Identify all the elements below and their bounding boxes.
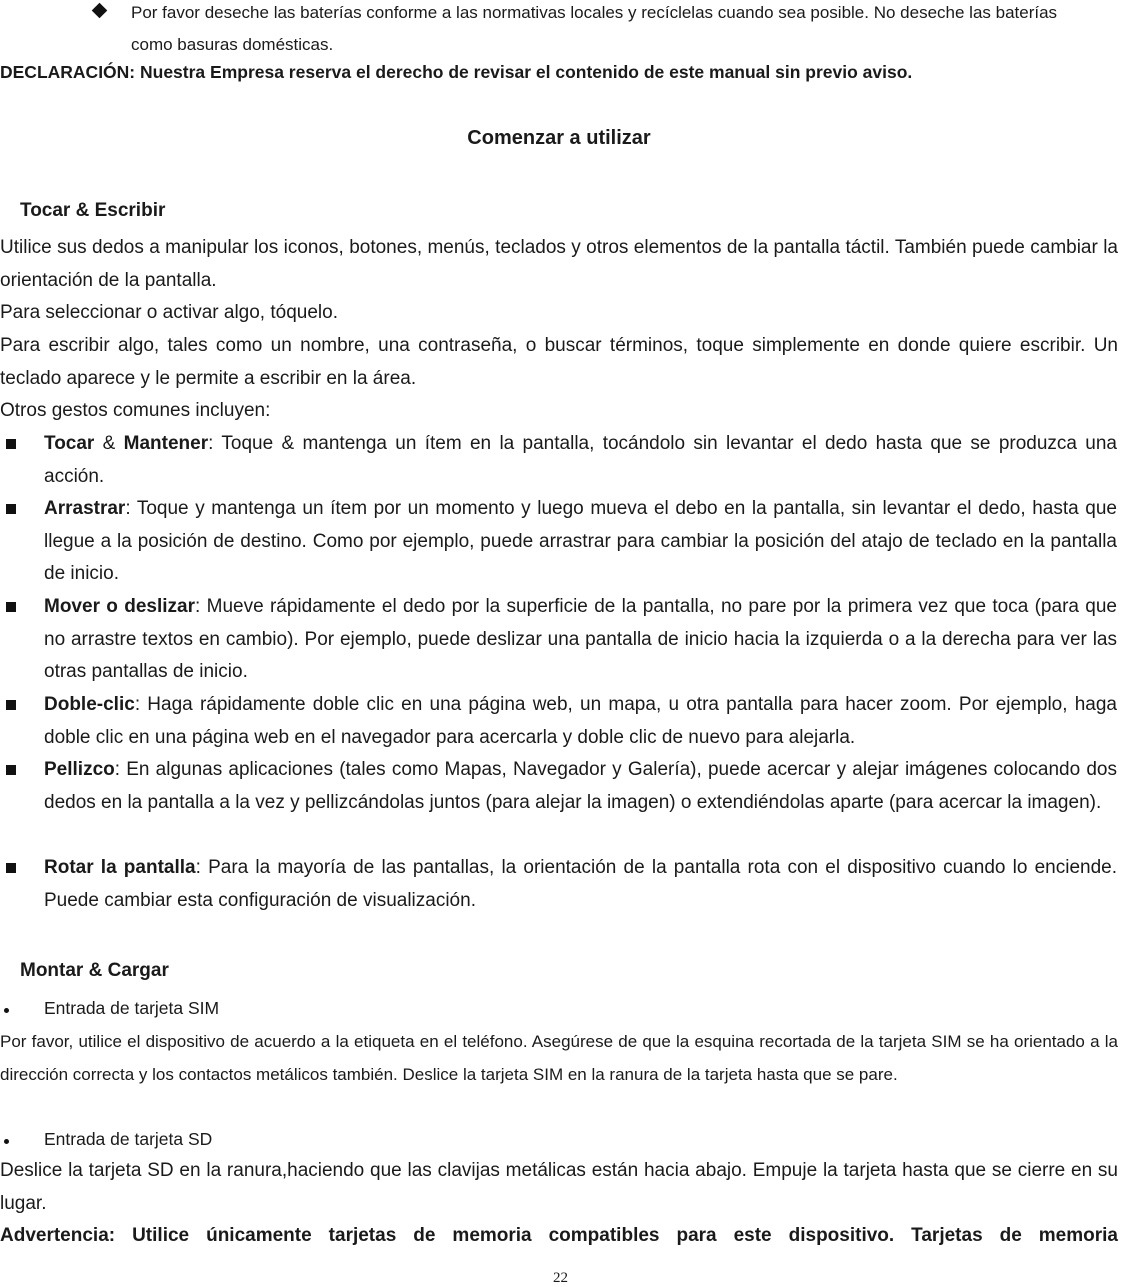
gesture-desc: : Para la mayoría de las pantallas, la orientación de la pantalla rota con el dispositivo cuando lo enciende. Puede cambiar esta configuración de visualización. (44, 857, 1117, 911)
gesture-term: Doble-clic (44, 694, 135, 715)
gesture-term: Mover o deslizar (44, 596, 195, 617)
page-number: 22 (553, 1270, 568, 1286)
gesture-text (44, 852, 1117, 917)
diamond-bullet-icon (92, 3, 108, 19)
heading-touch: Tocar & Escribir (20, 200, 166, 221)
touch-para-3: Para escribir algo, tales como un nombre, una contraseña, o buscar términos, toque simplemente en donde quiere escribir. Un teclado aparece y le permite a escribir en la área. (0, 335, 1118, 389)
touch-para-1: Utilice sus dedos a manipular los iconos, botones, menús, teclados y otros elementos de la pantalla táctil. También puede cambiar la orientación de la pantalla. (0, 237, 1118, 291)
declaration: DECLARACIÓN: Nuestra Empresa reserva el derecho de revisar el contenido de este manual sin previo aviso. (0, 62, 913, 82)
square-bullet-icon (6, 439, 16, 449)
sim-bullet (0, 998, 1121, 1024)
gesture-desc: : Mueve rápidamente el dedo por la superficie de la pantalla, no pare por la primera vez que toca (para que no arrastre textos en cambio). Por ejemplo, puede deslizar una pantalla de inicio hacia la izquierda o a la derecha para ver las otras pantallas de inicio. (44, 596, 1117, 682)
gesture-text (44, 591, 1117, 689)
gesture-term: Rotar la pantalla (44, 857, 196, 878)
gesture-term: Mantener (123, 433, 209, 454)
gesture-text (44, 493, 1117, 591)
square-bullet-icon (6, 504, 16, 514)
square-bullet-icon (6, 765, 16, 775)
disposal-text: Por favor deseche las baterías conforme a las normativas locales y recíclelas cuando sea posible. No deseche las baterías como basuras domésticas. (131, 3, 1058, 54)
dot-bullet-icon (4, 1008, 9, 1013)
touch-para-4: Otros gestos comunes incluyen: (0, 400, 271, 421)
gesture-amp: & (94, 433, 124, 454)
heading-mount: Montar & Cargar (20, 960, 169, 981)
gesture-desc: : Toque y mantenga un ítem por un momento y luego mueva el debo en la pantalla, sin levantar el dedo, hasta que llegue a la posición de destino. Como por ejemplo, puede arrastrar para cambiar la posición del atajo de teclado en la pantalla de inicio. (44, 498, 1117, 584)
gesture-term: Tocar (44, 433, 95, 454)
warning-text: Advertencia: Utilice únicamente tarjetas de memoria compatibles para este dispositivo. Tarjetas de memoria (0, 1225, 1118, 1246)
gesture-desc: : Toque & mantenga un ítem en la pantalla, tocándolo sin levantar el dedo hasta que se produzca una acción. (44, 433, 1117, 487)
sim-bullet-label: Entrada de tarjeta SIM (44, 998, 220, 1018)
gesture-term: Pellizco (44, 759, 115, 780)
square-bullet-icon (6, 602, 16, 612)
gesture-text (44, 428, 1117, 493)
sd-bullet (0, 1129, 1121, 1155)
gesture-desc: : Haga rápidamente doble clic en una página web, un mapa, u otra pantalla para hacer zoom. Por ejemplo, haga doble clic en una página web en el navegador para acercarla y doble clic de nuevo para alejarla. (44, 694, 1117, 748)
gesture-term: Arrastrar (44, 498, 126, 519)
gesture-desc: : En algunas aplicaciones (tales como Mapas, Navegador y Galería), puede acercar y alejar imágenes colocando dos dedos en la pantalla a la vez y pellizcándolas juntos (para alejar la imagen) o extendiéndolas aparte (para acercar la imagen). (44, 759, 1117, 813)
gesture-text (44, 689, 1117, 754)
sd-text: Deslice la tarjeta SD en la ranura,haciendo que las clavijas metálicas están hacia abajo. Empuje la tarjeta hasta que se cierre en su lugar. (0, 1160, 1118, 1214)
dot-bullet-icon (4, 1139, 9, 1144)
page-title: Comenzar a utilizar (467, 127, 651, 149)
square-bullet-icon (6, 700, 16, 710)
touch-para-2: Para seleccionar o activar algo, tóquelo. (0, 302, 338, 323)
sd-bullet-label: Entrada de tarjeta SD (44, 1129, 213, 1149)
disposal-bullet (0, 0, 1121, 60)
gesture-text (44, 754, 1117, 819)
square-bullet-icon (6, 863, 16, 873)
sim-text: Por favor, utilice el dispositivo de acuerdo a la etiqueta en el teléfono. Asegúrese de que la esquina recortada de la tarjeta SIM se ha orientado a la dirección correcta y los contactos metálicos también. Deslice la tarjeta SIM en la ranura de la tarjeta hasta que se pare. (0, 1032, 1118, 1084)
